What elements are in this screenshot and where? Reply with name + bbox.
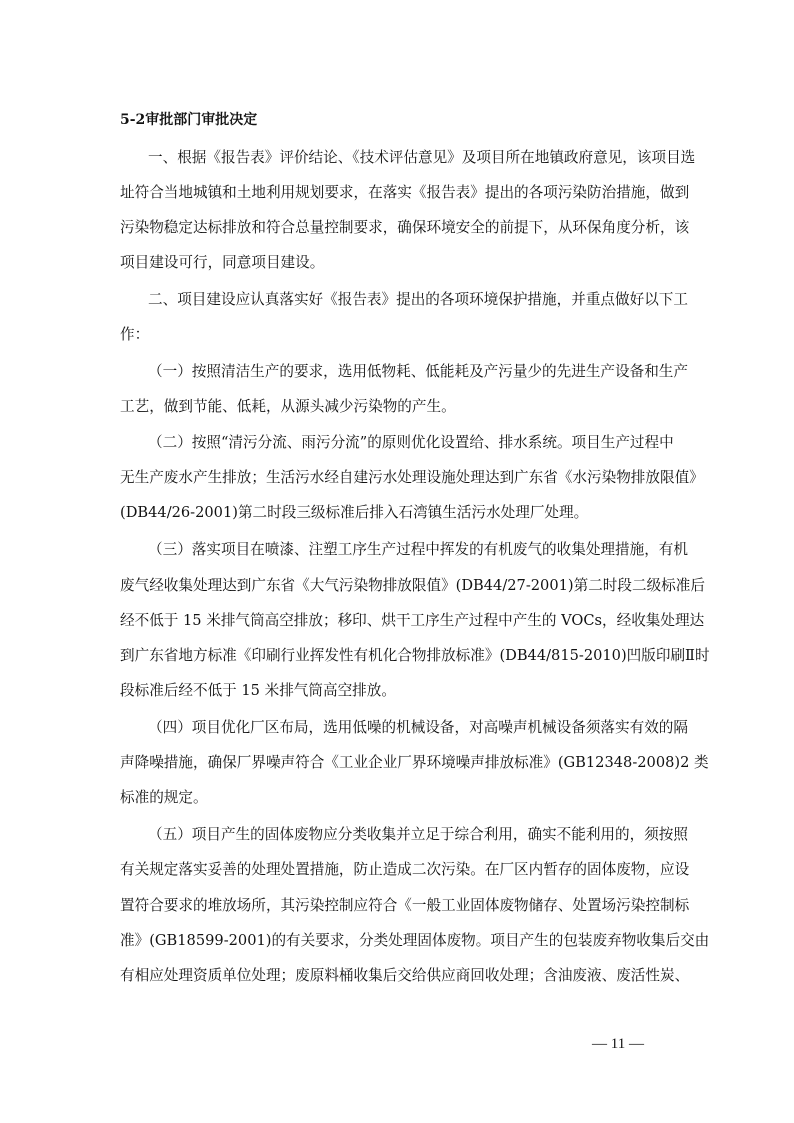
paragraph-line: （一）按照清洁生产的要求，选用低物耗、低能耗及产污量少的先进生产设备和生产 bbox=[148, 363, 688, 380]
paragraph-line: （五）项目产生的固体废物应分类收集并立足于综合利用，确实不能利用的，须按照 bbox=[148, 826, 688, 843]
paragraph-line: 址符合当地城镇和土地利用规划要求，在落实《报告表》提出的各项污染防治措施，做到 bbox=[120, 184, 690, 201]
paragraph-line: 废气经收集处理达到广东省《大气污染物排放限值》(DB44/27-2001)第二时段二级标准后 bbox=[120, 577, 705, 594]
paragraph-line: （二）按照“清污分流、雨污分流”的原则优化设置给、排水系统。项目生产过程中 bbox=[148, 434, 674, 451]
paragraph-line: 作： bbox=[120, 326, 150, 343]
page-number: — 11 — bbox=[592, 1036, 644, 1052]
paragraph-line: 二、项目建设应认真落实好《报告表》提出的各项环境保护措施，并重点做好以下工 bbox=[148, 291, 688, 308]
section-heading: 5-2审批部门审批决定 bbox=[120, 112, 258, 128]
paragraph-line: 污染物稳定达标排放和符合总量控制要求，确保环境安全的前提下，从环保角度分析，该 bbox=[120, 219, 690, 236]
paragraph-line: 一、根据《报告表》评价结论、《技术评估意见》及项目所在地镇政府意见，该项目选 bbox=[148, 149, 696, 166]
paragraph-line: 工艺，做到节能、低耗，从源头减少污染物的产生。 bbox=[120, 398, 456, 415]
paragraph-line: 项目建设可行，同意项目建设。 bbox=[120, 254, 325, 271]
paragraph-line: 经不低于 15 米排气筒高空排放；移印、烘干工序生产过程中产生的 VOCs，经收集处理达 bbox=[120, 612, 705, 629]
paragraph-line: 有关规定落实妥善的处理处置措施，防止造成二次污染。在厂区内暂存的固体废物，应设 bbox=[120, 861, 690, 878]
paragraph-line: 置符合要求的堆放场所，其污染控制应符合《一般工业固体废物储存、处置场污染控制标 bbox=[120, 897, 690, 914]
paragraph-line: （三）落实项目在喷漆、注塑工序生产过程中挥发的有机废气的收集处理措施，有机 bbox=[148, 541, 688, 558]
paragraph-line: 无生产废水产生排放；生活污水经自建污水处理设施处理达到广东省《水污染物排放限值》 bbox=[120, 469, 704, 486]
paragraph-line: 标准的规定。 bbox=[120, 789, 208, 806]
paragraph-line: (DB44/26-2001)第二时段三级标准后排入石湾镇生活污水处理厂处理。 bbox=[120, 504, 589, 521]
paragraph-line: 段标准后经不低于 15 米排气筒高空排放。 bbox=[120, 682, 396, 699]
paragraph-line: 到广东省地方标准《印刷行业挥发性有机化合物排放标准》(DB44/815-2010)凹版印刷Ⅱ时 bbox=[120, 647, 710, 664]
paragraph-line: （四）项目优化厂区布局，选用低噪的机械设备，对高噪声机械设备须落实有效的隔 bbox=[148, 719, 688, 736]
paragraph-line: 有相应处理资质单位处理；废原料桶收集后交给供应商回收处理；含油废液、废活性炭、 bbox=[120, 967, 690, 984]
paragraph-line: 准》(GB18599-2001)的有关要求，分类处理固体废物。项目产生的包装废弃物收集后交由 bbox=[120, 932, 710, 949]
paragraph-line: 声降噪措施，确保厂界噪声符合《工业企业厂界环境噪声排放标准》(GB12348-2008)2 类 bbox=[120, 754, 709, 771]
